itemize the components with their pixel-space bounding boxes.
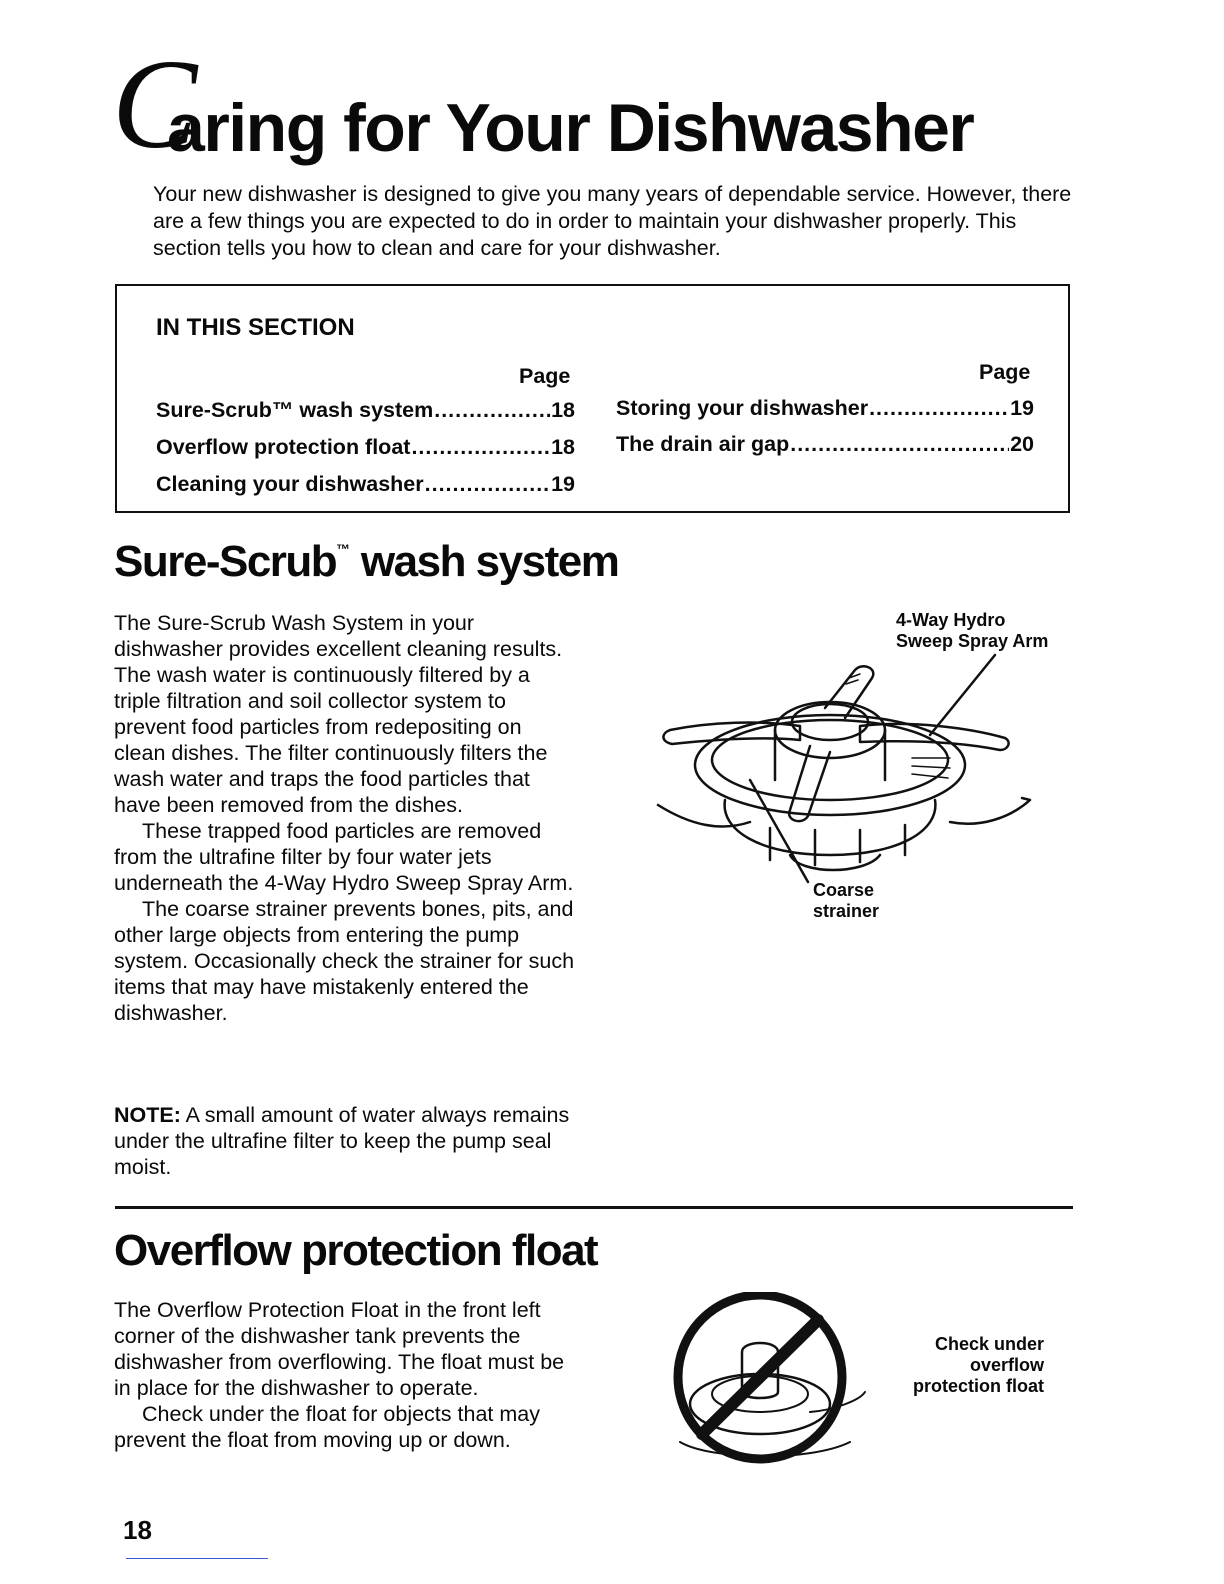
callout-line: strainer (813, 901, 880, 921)
toc-page-label-left: Page (519, 364, 571, 388)
callout-line: Coarse (813, 880, 875, 900)
callout-line: 4-Way Hydro (896, 610, 1006, 630)
toc-entry-label: Sure-Scrub™ wash system (156, 398, 434, 422)
toc-entry-page: 18 (551, 435, 575, 459)
callout-line: protection float (913, 1376, 1044, 1396)
toc-entry-label: Storing your dishwasher (616, 396, 869, 420)
toc-entry[interactable] (156, 435, 575, 460)
toc-entry-label: The drain air gap (616, 432, 790, 456)
float-illustration (660, 1292, 890, 1472)
callout-line: overflow (969, 1355, 1044, 1375)
note-label: NOTE: (114, 1103, 181, 1127)
toc-entry[interactable] (616, 432, 1034, 457)
callout-line: Check under (934, 1334, 1044, 1354)
overflow-body (114, 1297, 576, 1453)
toc-leader (411, 435, 550, 460)
in-this-section-box (115, 284, 1070, 513)
page-number: 18 (123, 1515, 152, 1545)
toc-entry[interactable] (616, 396, 1034, 421)
toc-heading: IN THIS SECTION (156, 314, 355, 341)
toc-entry-page: 19 (551, 472, 575, 496)
section-heading-sure-scrub (114, 537, 618, 587)
paragraph: These trapped food particles are removed from the ultrafine filter by four water jets underneath the 4-Way Hydro Sweep Spray Arm. (114, 819, 574, 895)
paragraph: Check under the float for objects that may prevent the float from moving up or down. (114, 1402, 540, 1452)
toc-page-label-right: Page (979, 360, 1031, 384)
heading-text-rest: wash system (350, 537, 619, 586)
intro-paragraph: Your new dishwasher is designed to give you many years of dependable service. However, there are a few things you are expected to do in order to maintain your dishwasher properly. This section tells you how to clean and care for your dishwasher. (153, 182, 1072, 260)
toc-entry-page: 18 (551, 398, 575, 422)
paragraph: The Overflow Protection Float in the front left corner of the dishwasher tank prevents the dishwasher from overflowing. The float must be in place for the dishwasher to operate. (114, 1298, 565, 1400)
note-paragraph (114, 1102, 576, 1180)
leader-line (930, 655, 995, 735)
toc-leader (869, 396, 1009, 421)
toc-entry[interactable] (156, 472, 575, 497)
toc-entry-label: Overflow protection float (156, 435, 411, 459)
callout-line: Sweep Spray Arm (896, 631, 1049, 651)
toc-entry-page: 19 (1010, 396, 1034, 420)
section-divider (115, 1206, 1073, 1209)
footer-line (126, 1558, 268, 1559)
trademark-mark: ™ (336, 541, 351, 557)
toc-entry-page: 20 (1010, 432, 1034, 456)
toc-leader (790, 432, 1009, 457)
page-title (112, 33, 1112, 175)
title-text: aring for Your Dishwasher (167, 90, 974, 166)
title-initial: C (112, 33, 198, 175)
toc-leader (425, 472, 550, 497)
callout-coarse-strainer (813, 880, 879, 922)
toc-leader (434, 398, 550, 423)
paragraph: The coarse strainer prevents bones, pits, and other large objects from entering the pump system. Occasionally check the strainer for such items that may have mistakenly entered the dishwasher. (114, 897, 575, 1025)
callout-spray-arm (896, 610, 1048, 652)
heading-text: Sure-Scrub (114, 537, 337, 586)
sure-scrub-body (114, 610, 576, 1026)
toc-entry-label: Cleaning your dishwasher (156, 472, 424, 496)
spray-arm-illustration (650, 650, 1050, 910)
callout-float (886, 1334, 1044, 1397)
paragraph: The Sure-Scrub Wash System in your dishwasher provides excellent cleaning results. The wash water is continuously filtered by a triple filtration and soil collector system to prevent food particles from redepositing on clean dishes. The filter continuously filters the wash water and traps the food particles that have been removed from the dishes. (114, 611, 563, 817)
section-heading-overflow: Overflow protection float (114, 1226, 598, 1275)
toc-entry[interactable] (156, 398, 575, 423)
note-text: A small amount of water always remains under the ultrafine filter to keep the pump seal moist. (114, 1103, 570, 1179)
